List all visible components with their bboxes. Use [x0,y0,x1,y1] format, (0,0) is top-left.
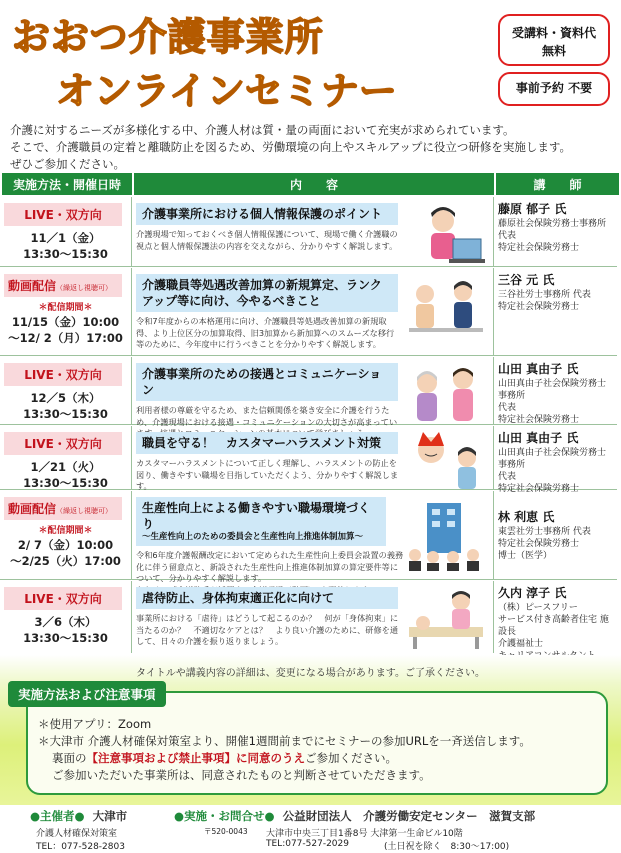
time-line: 13:30～15:30 [23,631,108,645]
contact-label: ●実施・お問合せ● [174,809,275,823]
speaker-aff: サービス付き高齢者住宅 施設長 [498,615,609,637]
method-heading: 実施方法および注意事項 [8,681,166,707]
organizer-heading [30,808,127,824]
speaker-aff: 代表 [498,472,517,482]
speaker-name: 久内 淳子 氏 [498,586,567,600]
seminar-row-5 [0,491,617,583]
organizer-dept: 介護人材確保対策室 [36,829,118,839]
person-laptop-illustration [403,203,489,273]
organizer-name: 大津市 [92,809,128,823]
speaker-aff: 介護福祉士 [498,639,544,649]
intro-line: そこで、介護職員の定着と離職防止を図るため、労働環境の向上やスキルアップに役立つ研修を実施します。 [10,140,571,154]
method-text [38,716,531,784]
speaker-cell [494,197,617,266]
topic-description: 利用者様の尊厳を守るため、また信頼関係を築き安全に介護を行うため、介護現場における接遇・コミュニケーションの大切さが高まってい [136,405,398,427]
title-line1: おおつ介護事業所 [12,15,324,59]
speaker-aff: 山田真由子社会保険労務士事務所 [498,448,607,470]
header-schedule: 実施方法・開催日時 [2,173,134,195]
schedule-cell [0,581,132,653]
no-reservation-badge: 事前予約 不要 [498,72,610,106]
intro-line: 介護に対するニーズが多様化する中、介護人材は質・量の両面において充実が求められています。 [10,123,515,137]
date-line: 11／1（金） [30,231,101,245]
method-line: ご参加いただいた事業所は、同意されたものと判断させていただきます。 [52,768,431,782]
footer [0,806,621,853]
date-line: ～12/ 2（月）17:00 [8,331,123,345]
content-cell [132,426,494,489]
speaker-cell [494,268,617,355]
topic-sub: ～生産性向上のための委員会と生産性向上推進体制加算～ [142,532,364,542]
free-badge [498,14,610,66]
date-line: 1／21（火） [30,460,101,474]
mode-label: LIVE・双方向 [4,363,122,386]
contact-hours: (土日祝を除く 8:30～17:00) [384,842,510,852]
mode-label [4,497,122,520]
header-speaker: 講 師 [533,177,582,192]
speaker-name: 山田 真由子 氏 [498,431,579,445]
period-label: ＊配信期間＊ [38,526,93,536]
schedule-cell [0,197,132,266]
speaker-name: 山田 真由子 氏 [498,362,579,376]
content-cell [132,268,494,355]
consent-emphasis: 【注意事項および禁止事項】に同意のうえ [86,751,305,765]
header-content: 内 容 [134,173,496,195]
mode-note: （繰返し視聴可） [56,507,113,515]
organizer-label: ●主催者● [30,809,85,823]
speaker-aff: 博士（医学） [498,551,553,561]
mode-text: 動画配信 [8,502,57,516]
speaker-cell [494,357,617,424]
date-text [4,230,127,262]
contact-tel: TEL:077-527-2029 [266,839,349,849]
content-cell [132,197,494,266]
date-line: 12／5（木） [30,391,101,405]
seminar-table [2,173,619,195]
topic-title: 虐待防止、身体拘束適正化に向けて [136,587,398,609]
seminar-row-1 [0,197,617,267]
schedule-cell [0,491,132,579]
topic-title: 介護事業所のための接遇とコミュニケーション [136,363,398,401]
speaker-aff: 三谷社労士事務所 代表 [498,290,591,300]
seminar-row-2 [0,268,617,356]
date-line: 11/15（金）10:00 [11,315,120,329]
topic-title: 職員を守る！ カスタマーハラスメント対策 [136,432,398,454]
table-header [2,173,619,195]
change-notice: タイトルや講義内容の詳細は、変更になる場合があります。ご了承ください。 [136,668,485,679]
free-badge-text: 受講料・資料代 無料 [511,26,596,58]
topic-description: カスタマーハラスメントについて正しく理解し、ハラスメントの防止を図り、働きやすい職場を目指していただくよう、分かりやすく解説します。 [136,458,399,491]
date-line: 2/ 7（金）10:00 [17,538,114,552]
speaker-aff: 藤原社会保険労務士事務所 代表 [498,219,607,241]
schedule-cell [0,268,132,355]
speaker-name: 藤原 郁子 氏 [498,202,567,216]
mode-label: LIVE・双方向 [4,587,122,610]
contact-address: 大津市中央三丁目1番8号 大津第一生命ビル10階 [266,829,463,839]
caregiver-elderly-illustration [403,363,489,433]
organizer-tel: TEL：077-528-2803 [36,842,125,852]
contact-heading [174,808,535,824]
seminar-row-3 [0,357,617,425]
topic-title: 介護職員等処遇改善加算の新規算定、ランクアップ等に向け、今やるべきこと [136,274,398,312]
meeting-illustration [403,274,489,344]
date-line: 3／6（木） [34,615,97,629]
speaker-cell [494,581,617,653]
schedule-cell [0,357,132,424]
method-line: ＊使用アプリ：Zoom [38,717,152,731]
speaker-cell [494,426,617,494]
mode-label: LIVE・双方向 [4,432,122,455]
date-text [4,459,127,491]
method-line [38,750,531,767]
date-text [4,614,127,646]
topic-main: 生産性向上による働きやすい職場環境づくり [142,501,371,531]
date-text [4,390,127,422]
mode-label: LIVE・双方向 [4,203,122,226]
topic-description: 事業所における「虐待」はどうして起こるのか？ 何が「身体拘束」に当たるのか？ 不適切なケアとは？ より良い介護のために、研修を通して、日々の介護を振り返りましょう。 [136,613,399,646]
intro-text [10,122,610,173]
seminar-row-4 [0,426,617,494]
speaker-aff: 特定社会保険労務士 [498,484,580,494]
speaker-aff: 山田真由子社会保険労務士事務所 [498,379,607,401]
period-label: ＊配信期間＊ [38,303,93,313]
harassment-illustration [403,428,489,498]
speaker-cell [494,491,617,579]
speaker-aff: 特定社会保険労務士 [498,243,580,253]
schedule-cell [0,426,132,489]
topic-title [136,497,386,546]
content-cell [132,581,494,653]
topic-title: 介護事業所における個人情報保護のポイント [136,203,398,225]
speaker-aff: 代表 [498,403,517,413]
date-text [4,537,127,569]
speaker-aff: 特定社会保険労務士 [498,415,580,425]
date-line: ～2/25（火）17:00 [10,554,121,568]
mode-label [4,274,122,297]
speaker-aff: 特定社会保険労務士 [498,302,580,312]
title-line2: オンラインセミナー [56,69,397,113]
time-line: 13:30～15:30 [23,407,108,421]
speaker-name: 三谷 元 氏 [498,273,555,287]
mode-note: （繰返し視聴可） [56,284,113,292]
seminar-row-6 [0,581,617,653]
speaker-name: 林 利恵 氏 [498,510,555,524]
speaker-aff: 特定社会保険労務士 [498,539,580,549]
postal-code: 〒520-0043 [204,827,248,836]
mode-text: 動画配信 [8,279,57,293]
bed-care-illustration [403,587,489,657]
time-line: 13:30～15:30 [23,247,108,261]
method-line: ＊大津市 介護人材確保対策室より、開催1週間前までにセミナーの参加URLを一斉送信します。 [38,734,531,748]
intro-line: ぜひご参加ください。 [10,157,125,171]
time-line: 13:30～15:30 [23,476,108,490]
topic-description: 介護現場で知っておくべき個人情報保護について、現場で働く介護職の視点と個人情報保護法の内容を交えながら、分かりやすく解説します。 [136,229,398,251]
speaker-aff: （株）ピースフリー [498,603,578,613]
date-text [4,314,127,346]
topic-description: 令和7年度からの本格運用に向け、介護職員等処遇改善加算の新規取得、より上位区分の加算取得、旧3加算から新加算へのスムーズな移行等のために、今年度中に行うべきことを分かりやすく解説します。 [136,316,395,349]
method-text-part: 裏面の [52,751,87,765]
office-building-illustration [403,495,489,577]
speaker-aff: 東雲社労士事務所 代表 [498,527,591,537]
method-text-part: ご参加ください。 [305,751,397,765]
contact-name: 公益財団法人 介護労働安定センター 滋賀支部 [282,809,536,823]
topic-description: 令和6年度介護報酬改定において定められた生産性向上委員会設置の義務化に伴う留意点と、新設された生産性向上推進体制加算の算定要件等について、分かりやすく解説します。 [136,550,404,583]
content-cell [132,491,494,583]
content-cell [132,357,494,427]
